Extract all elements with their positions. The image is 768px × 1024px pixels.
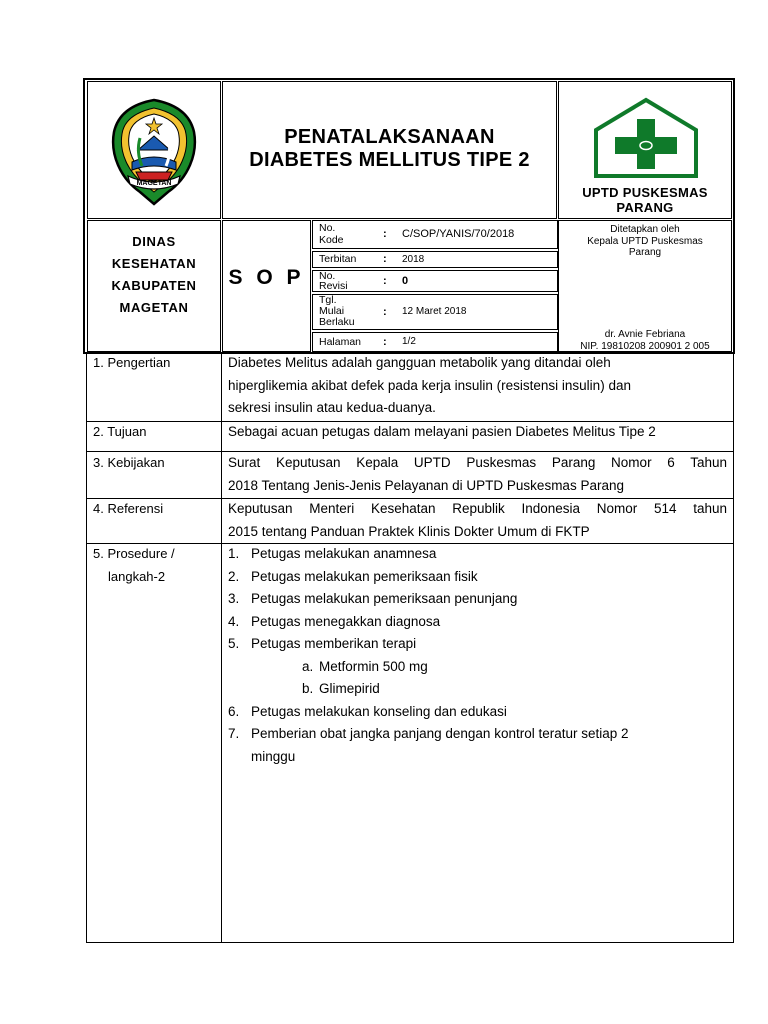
section-label-prosedur: 5. Prosedure /: [93, 546, 175, 561]
procedure-list: [228, 543, 728, 768]
section-text-tujuan: Sebagai acuan petugas dalam melayani pasien Diabetes Melitus Tipe 2: [228, 424, 656, 439]
signer-name: dr. Avnie Febriana: [604, 329, 686, 340]
tgl-value: 12 Maret 2018: [402, 306, 467, 317]
section-label-prosedur-2: langkah-2: [108, 569, 166, 584]
document-title: PENATALAKSANAAN DIABETES MELLITUS TIPE 2: [249, 126, 530, 171]
meta-row-halaman: Halaman : 1/2: [312, 332, 558, 352]
list-item: 2. Petugas melakukan pemeriksaan fisik: [228, 568, 478, 584]
list-item: 6. Petugas melakukan konseling dan edukasi: [228, 703, 507, 719]
list-item-continued: minggu: [251, 748, 296, 764]
sub-list-item: b. Glimepirid: [302, 681, 380, 696]
meta-row-revisi: No. Revisi : 0: [312, 270, 558, 292]
list-item: 4. Petugas menegakkan diagnosa: [228, 613, 441, 629]
puskesmas-logo-icon: [593, 97, 699, 179]
table-divider: [221, 354, 222, 943]
list-item: 1. Petugas melakukan anamnesa: [228, 546, 437, 561]
sub-list-item: a. Metformin 500 mg: [302, 658, 428, 674]
puskesmas-name: UPTD PUSKESMAS PARANG: [582, 185, 708, 215]
table-border-left: [86, 354, 87, 943]
section-text-pengertian: Diabetes Melitus adalah gangguan metabolik yang ditandai oleh hiperglikemia akibat defek pada kerja insulin (resistensi insulin) dan sekresi insulin atau kedua-duanya.: [228, 355, 631, 415]
section-label-tujuan: 2. Tujuan: [93, 424, 147, 439]
dinas-name: DINAS KESEHATAN KABUPATEN MAGETAN: [111, 234, 197, 315]
section-text-referensi: Keputusan Menteri Kesehatan Republik Indonesia Nomor 514 tahun 2015 tentang Panduan Praktek Klinis Dokter Umum di FKTP: [228, 501, 727, 539]
logo-cell: [87, 81, 221, 219]
section-label-pengertian: 1. Pengertian: [93, 355, 171, 370]
revisi-value: 0: [402, 275, 409, 287]
halaman-value: 1/2: [402, 336, 416, 347]
list-item: 7. Pemberian obat jangka panjang dengan kontrol teratur setiap 2: [228, 726, 629, 741]
approval-text: Ditetapkan oleh Kepala UPTD Puskesmas Parang: [587, 224, 703, 258]
table-border-right: [733, 354, 734, 943]
meta-row-kode: No. Kode : C/SOP/YANIS/70/2018: [312, 220, 558, 249]
section-text-kebijakan: Surat Keputusan Kepala UPTD Puskesmas Parang Nomor 6 Tahun 2018 Tentang Jenis-Jenis Pelayanan di UPTD Puskesmas Parang: [228, 455, 727, 493]
list-item: 3. Petugas melakukan pemeriksaan penunjang: [228, 591, 518, 606]
signer-nip: NIP. 19810208 200901 2 005: [580, 341, 710, 352]
list-item: 5. Petugas memberikan terapi: [228, 636, 417, 651]
section-label-kebijakan: 3. Kebijakan: [93, 455, 165, 470]
sop-label: S O P: [228, 266, 305, 289]
table-border-bottom: [86, 942, 734, 943]
section-label-referensi: 4. Referensi: [93, 501, 164, 516]
magetan-regency-emblem: [106, 92, 202, 210]
meta-row-tgl: Tgl. Mulai Berlaku : 12 Maret 2018: [312, 294, 558, 330]
meta-row-terbitan: Terbitan : 2018: [312, 251, 558, 268]
document-code: C/SOP/YANIS/70/2018: [402, 228, 515, 240]
svg-text:MAGETAN: MAGETAN: [136, 180, 172, 187]
terbitan-value: 2018: [402, 254, 425, 265]
